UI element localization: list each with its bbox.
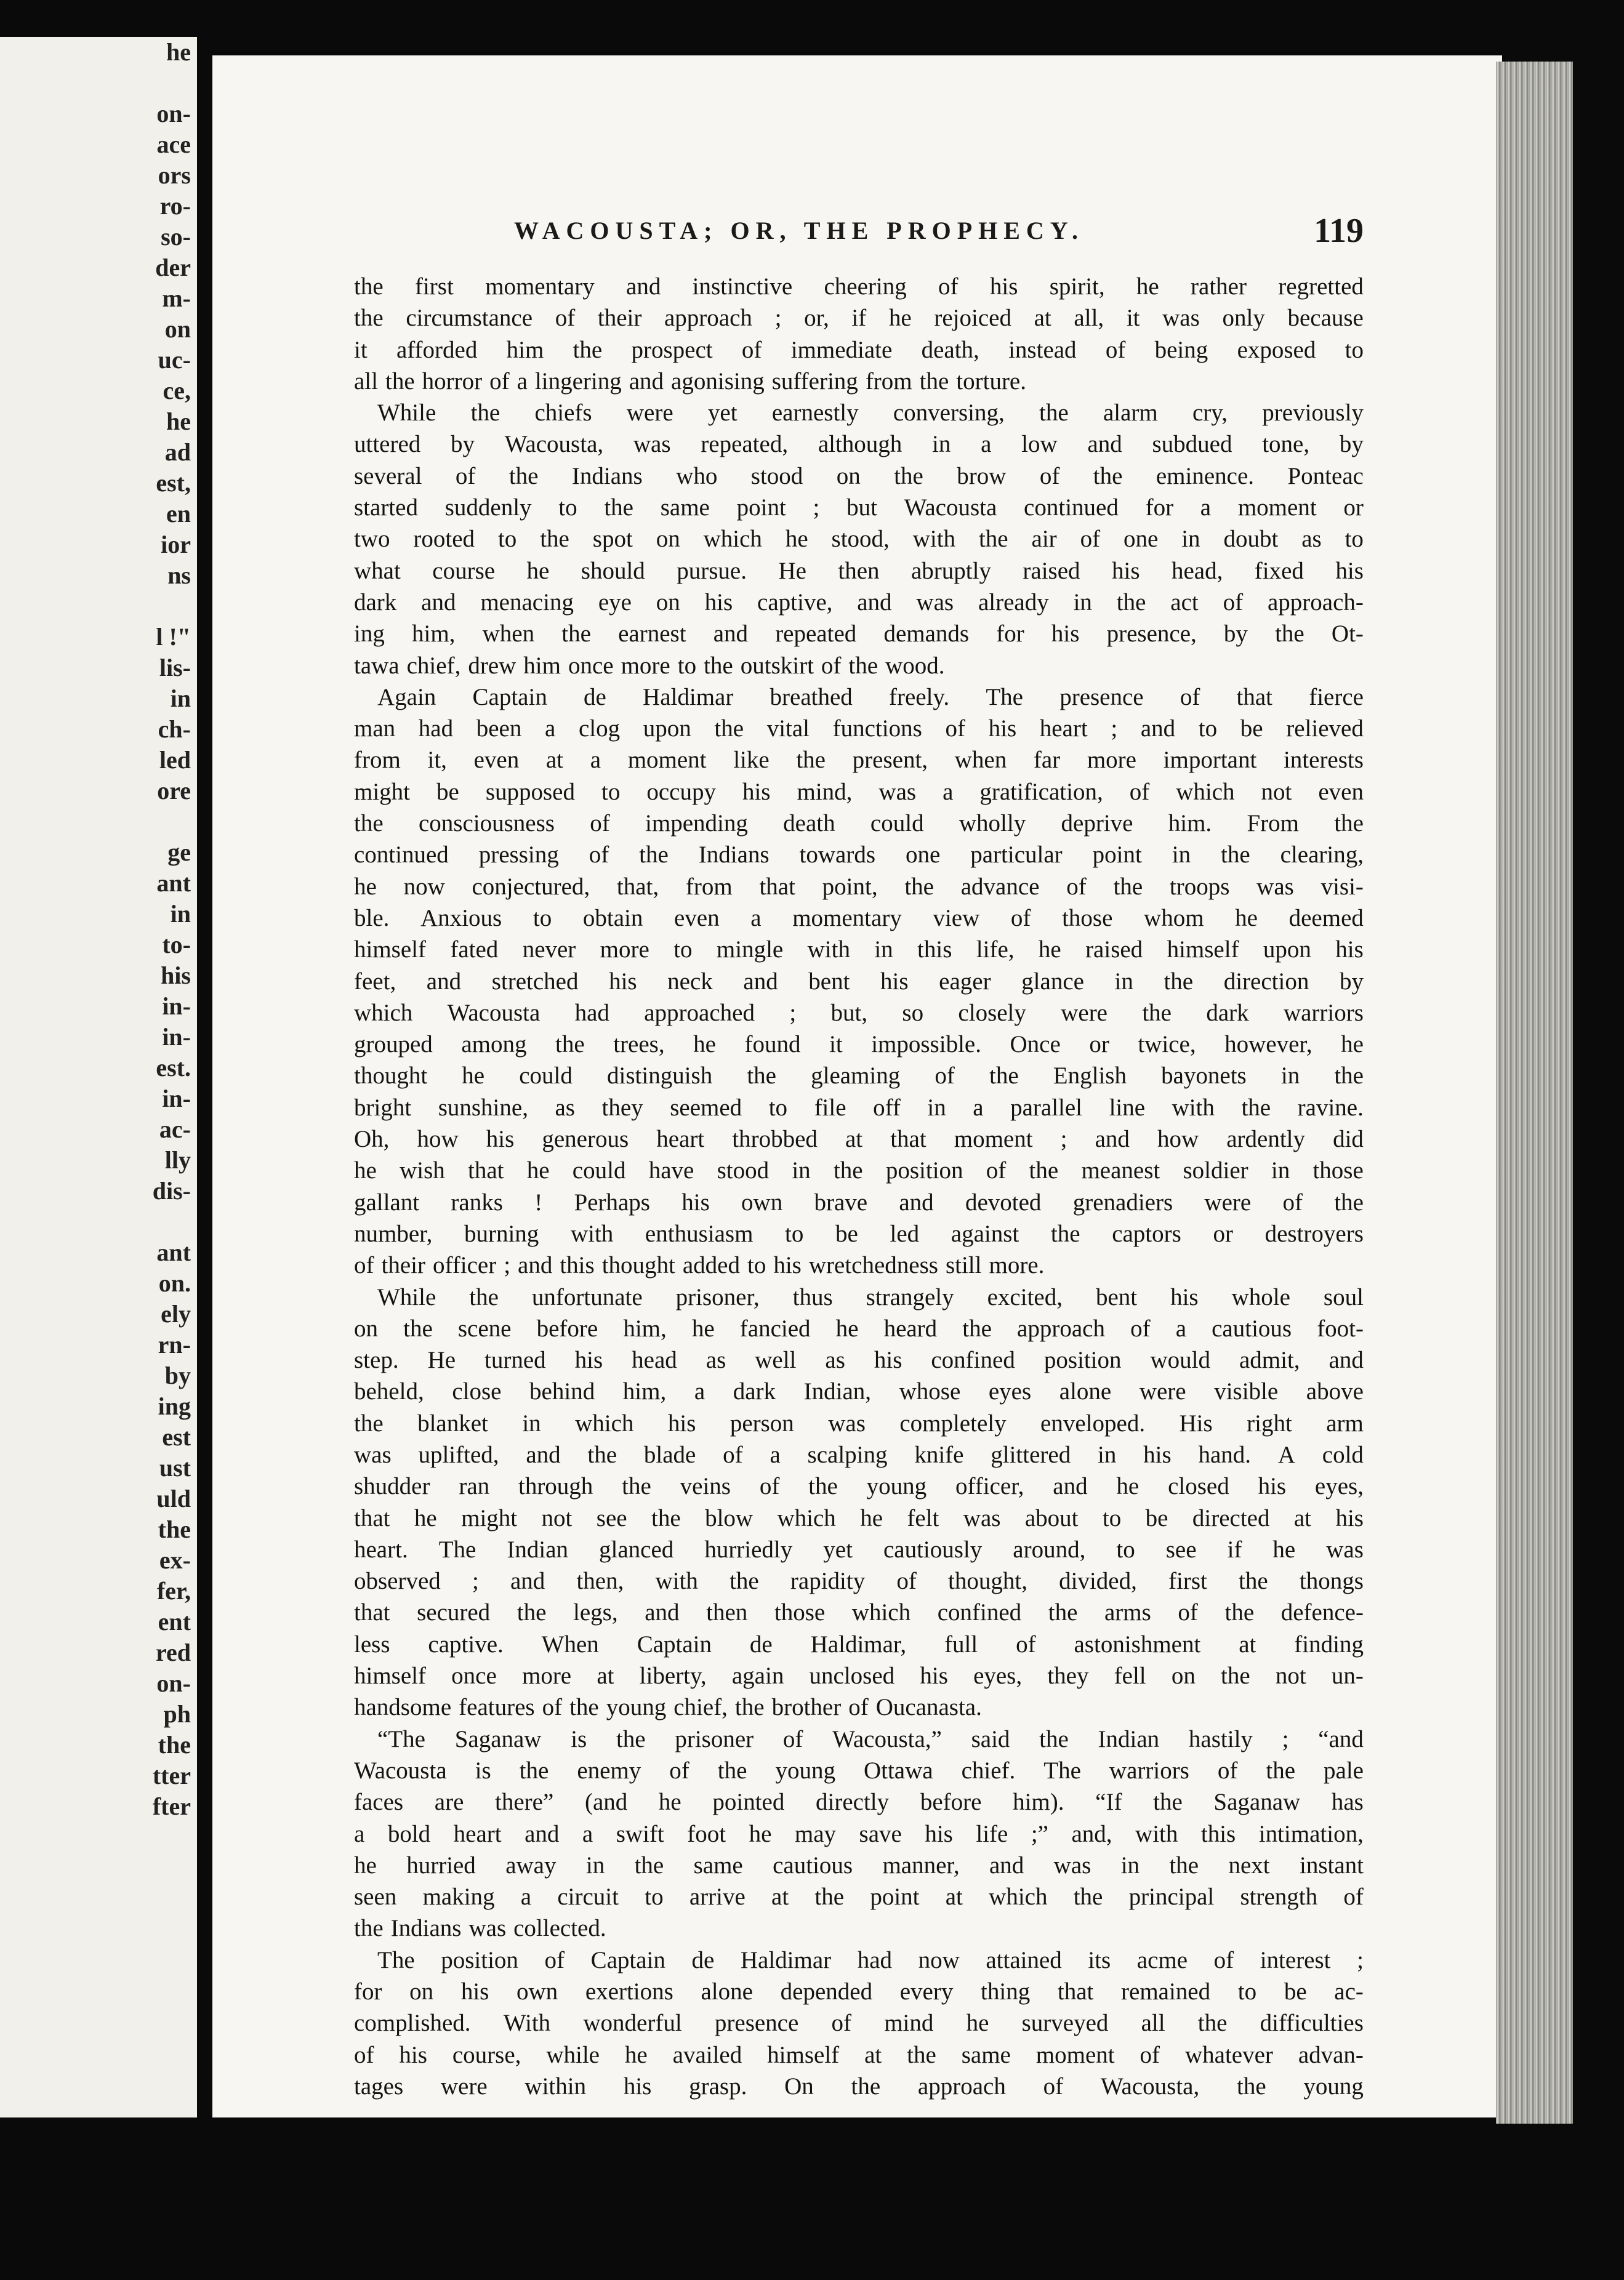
text-line: seen making a circuit to arrive at the point at which the principal strength of <box>354 1884 1364 1911</box>
text-line: that secured the legs, and then those which confined the arms of the defence- <box>354 1599 1364 1626</box>
left-page-fragment <box>0 591 197 622</box>
text-line: he now conjectured, that, from that point, the advance of the troops was visi- <box>354 873 1364 900</box>
text-line: Oh, how his generous heart throbbed at that moment ; and how ardently did <box>354 1126 1364 1153</box>
left-page-fragment: est, <box>156 469 191 497</box>
text-line: feet, and stretched his neck and bent his eager glance in the direction by <box>354 968 1364 995</box>
left-page-fragment: der <box>155 254 191 281</box>
text-line: the circumstance of their approach ; or, if he rejoiced at all, it was only because <box>354 305 1364 332</box>
text-line: a bold heart and a swift foot he may save his life ;” and, with this intimation, <box>354 1820 1364 1847</box>
left-page-fragment: ent <box>158 1608 191 1636</box>
page-number: 119 <box>1314 212 1364 250</box>
text-line: bright sunshine, as they seemed to file off in a parallel line with the ravine. <box>354 1094 1364 1121</box>
text-line: might be supposed to occupy his mind, was a gratification, of which not even <box>354 778 1364 805</box>
left-page-fragment: in- <box>162 992 191 1020</box>
text-line: grouped among the trees, he found it impossible. Once or twice, however, he <box>354 1031 1364 1058</box>
left-page-fragment: in <box>170 900 191 928</box>
text-line: shudder ran through the veins of the young officer, and he closed his eyes, <box>354 1473 1364 1500</box>
text-line: was uplifted, and the blade of a scalping knife glittered in his hand. A cold <box>354 1441 1364 1468</box>
left-page-fragment: uc- <box>158 346 191 374</box>
text-line: of their officer ; and this thought added to his wretchedness still more. <box>354 1252 1045 1279</box>
text-line: handsome features of the young chief, the brother of Oucanasta. <box>354 1694 982 1721</box>
left-page-fragment: his <box>161 961 191 989</box>
text-line: he wish that he could have stood in the position of the meanest soldier in those <box>354 1157 1364 1184</box>
text-line: started suddenly to the same point ; but Wacousta continued for a moment or <box>354 494 1364 521</box>
left-page-fragment <box>0 806 197 837</box>
left-page-fragment: in <box>170 684 191 712</box>
text-line: of his course, while he availed himself at the same moment of whatever advan- <box>354 2041 1364 2068</box>
text-line: several of the Indians who stood on the brow of the eminence. Ponteac <box>354 462 1364 489</box>
left-page-fragment: on <box>164 315 191 343</box>
text-line: uttered by Wacousta, was repeated, although in a low and subdued tone, by <box>354 431 1364 458</box>
left-page-fragment: the <box>158 1731 191 1759</box>
left-page-fragment: in- <box>162 1023 191 1051</box>
text-line: While the unfortunate prisoner, thus strangely excited, bent his whole soul <box>377 1283 1364 1311</box>
left-page-fragment: ace <box>156 130 191 158</box>
left-page-fragment: ore <box>157 777 191 805</box>
text-line: tages were within his grasp. On the approach of Wacousta, the young <box>354 2073 1364 2100</box>
left-page-fragment: ior <box>161 531 191 558</box>
page-header <box>514 209 1364 252</box>
text-line: complished. With wonderful presence of mind he surveyed all the difficulties <box>354 2010 1364 2037</box>
left-page-fragment: m- <box>162 284 191 312</box>
text-line: two rooted to the spot on which he stood, with the air of one in doubt as to <box>354 526 1364 553</box>
left-page-fragment: red <box>155 1639 191 1666</box>
left-page-fragment <box>0 68 197 98</box>
left-page-fragment: en <box>166 500 191 528</box>
left-facing-page <box>0 37 197 2117</box>
left-page-fragment: the <box>158 1515 191 1543</box>
body-text <box>354 271 1364 2102</box>
left-page-fragment: ant <box>156 1238 191 1266</box>
text-line: himself once more at liberty, again unclosed his eyes, they fell on the not un- <box>354 1663 1364 1690</box>
text-line: beheld, close behind him, a dark Indian, whose eyes alone were visible above <box>354 1378 1364 1405</box>
left-page-fragment: in- <box>162 1085 191 1112</box>
text-line: continued pressing of the Indians towards one particular point in the clearing, <box>354 841 1364 869</box>
left-page-fragment: on. <box>158 1269 191 1297</box>
left-page-fragment: l !" <box>156 623 191 651</box>
text-line: all the horror of a lingering and agonising suffering from the torture. <box>354 367 1026 395</box>
left-page-fragment: ph <box>163 1700 191 1728</box>
left-page-fragment: he <box>166 38 191 66</box>
left-page-fragment: ch- <box>158 715 191 743</box>
left-page-fragment: rn- <box>158 1331 191 1359</box>
text-line: The position of Captain de Haldimar had now attained its acme of interest ; <box>377 1946 1364 1973</box>
left-page-fragment: ust <box>159 1454 191 1482</box>
left-page-fragment: on- <box>156 100 191 127</box>
text-line: heart. The Indian glanced hurriedly yet cautiously around, to see if he was <box>354 1536 1364 1563</box>
text-line: tawa chief, drew him once more to the outskirt of the wood. <box>354 652 945 679</box>
text-line: himself fated never more to mingle with in this life, he raised himself upon his <box>354 936 1364 963</box>
left-page-fragment: ns <box>167 561 191 589</box>
left-page-fragment: ing <box>158 1392 191 1420</box>
page-edge-stack <box>1496 62 1573 2124</box>
left-page-fragment: dis- <box>152 1177 191 1205</box>
left-page-fragment: ely <box>161 1300 191 1328</box>
left-page-fragment: led <box>159 746 191 774</box>
left-page-fragment: est. <box>156 1054 191 1082</box>
left-page-fragment: to- <box>162 931 191 958</box>
text-line: the blanket in which his person was completely enveloped. His right arm <box>354 1410 1364 1437</box>
text-line: the first momentary and instinctive cheering of his spirit, he rather regretted <box>354 273 1364 300</box>
text-line: faces are there” (and he pointed directly before him). “If the Saganaw has <box>354 1789 1364 1816</box>
text-line: the Indians was collected. <box>354 1915 606 1942</box>
text-line: While the chiefs were yet earnestly conversing, the alarm cry, previously <box>377 399 1364 427</box>
left-page-fragment: by <box>164 1362 191 1389</box>
left-page-fragment: fer, <box>156 1577 191 1605</box>
text-line: from it, even at a moment like the present, when far more important interests <box>354 747 1364 774</box>
text-line: on the scene before him, he fancied he heard the approach of a cautious foot- <box>354 1315 1364 1342</box>
text-line: dark and menacing eye on his captive, and was already in the act of approach- <box>354 588 1364 616</box>
text-line: less captive. When Captain de Haldimar, full of astonishment at finding <box>354 1631 1364 1658</box>
left-page-fragment: ex- <box>159 1546 191 1574</box>
left-page-fragment: ac- <box>159 1115 191 1143</box>
left-page-line-endings <box>0 37 197 1822</box>
left-page-fragment: ors <box>158 161 191 189</box>
text-line: that he might not see the blow which he felt was about to be directed at his <box>354 1504 1364 1531</box>
text-line: it afforded him the prospect of immediate death, instead of being exposed to <box>354 336 1364 363</box>
running-head: WACOUSTA; OR, THE PROPHECY. <box>514 217 1085 244</box>
left-page-fragment: ad <box>164 438 191 466</box>
text-line: he hurried away in the same cautious manner, and was in the next instant <box>354 1852 1364 1879</box>
left-page-fragment: on- <box>156 1669 191 1697</box>
left-page-fragment: est <box>162 1423 191 1451</box>
left-page-fragment: lly <box>164 1146 191 1174</box>
text-line: the consciousness of impending death could wholly deprive him. From the <box>354 810 1364 837</box>
text-line: observed ; and then, with the rapidity of thought, divided, first the thongs <box>354 1568 1364 1595</box>
left-page-fragment: ant <box>156 869 191 897</box>
left-page-fragment: lis- <box>159 654 191 681</box>
left-page-fragment <box>0 1206 197 1237</box>
text-line: ing him, when the earnest and repeated demands for his presence, by the Ot- <box>354 620 1364 648</box>
left-page-fragment: ce, <box>163 377 191 404</box>
text-line: Wacousta is the enemy of the young Ottawa chief. The warriors of the pale <box>354 1757 1364 1784</box>
left-page-fragment: ro- <box>159 192 191 220</box>
text-line: what course he should pursue. He then abruptly raised his head, fixed his <box>354 557 1364 584</box>
text-line: man had been a clog upon the vital functions of his heart ; and to be relieved <box>354 715 1364 742</box>
left-page-fragment: so- <box>161 223 191 251</box>
text-line: thought he could distinguish the gleaming of the English bayonets in the <box>354 1062 1364 1090</box>
text-line: which Wacousta had approached ; but, so closely were the dark warriors <box>354 999 1364 1026</box>
text-line: step. He turned his head as well as his confined position would admit, and <box>354 1347 1364 1374</box>
text-line: number, burning with enthusiasm to be led against the captors or destroyers <box>354 1220 1364 1247</box>
left-page-fragment: uld <box>156 1485 191 1512</box>
left-page-fragment: tter <box>152 1762 191 1789</box>
left-page-fragment: he <box>166 407 191 435</box>
text-line: “The Saganaw is the prisoner of Wacousta,” said the Indian hastily ; “and <box>377 1725 1364 1752</box>
text-line: ble. Anxious to obtain even a momentary view of those whom he deemed <box>354 904 1364 931</box>
text-line: for on his own exertions alone depended every thing that remained to be ac- <box>354 1978 1364 2005</box>
text-line: gallant ranks ! Perhaps his own brave and devoted grenadiers were of the <box>354 1189 1364 1216</box>
left-page-fragment: ge <box>167 838 191 866</box>
left-page-fragment: fter <box>152 1792 191 1820</box>
text-line: Again Captain de Haldimar breathed freely. The presence of that fierce <box>377 683 1364 710</box>
